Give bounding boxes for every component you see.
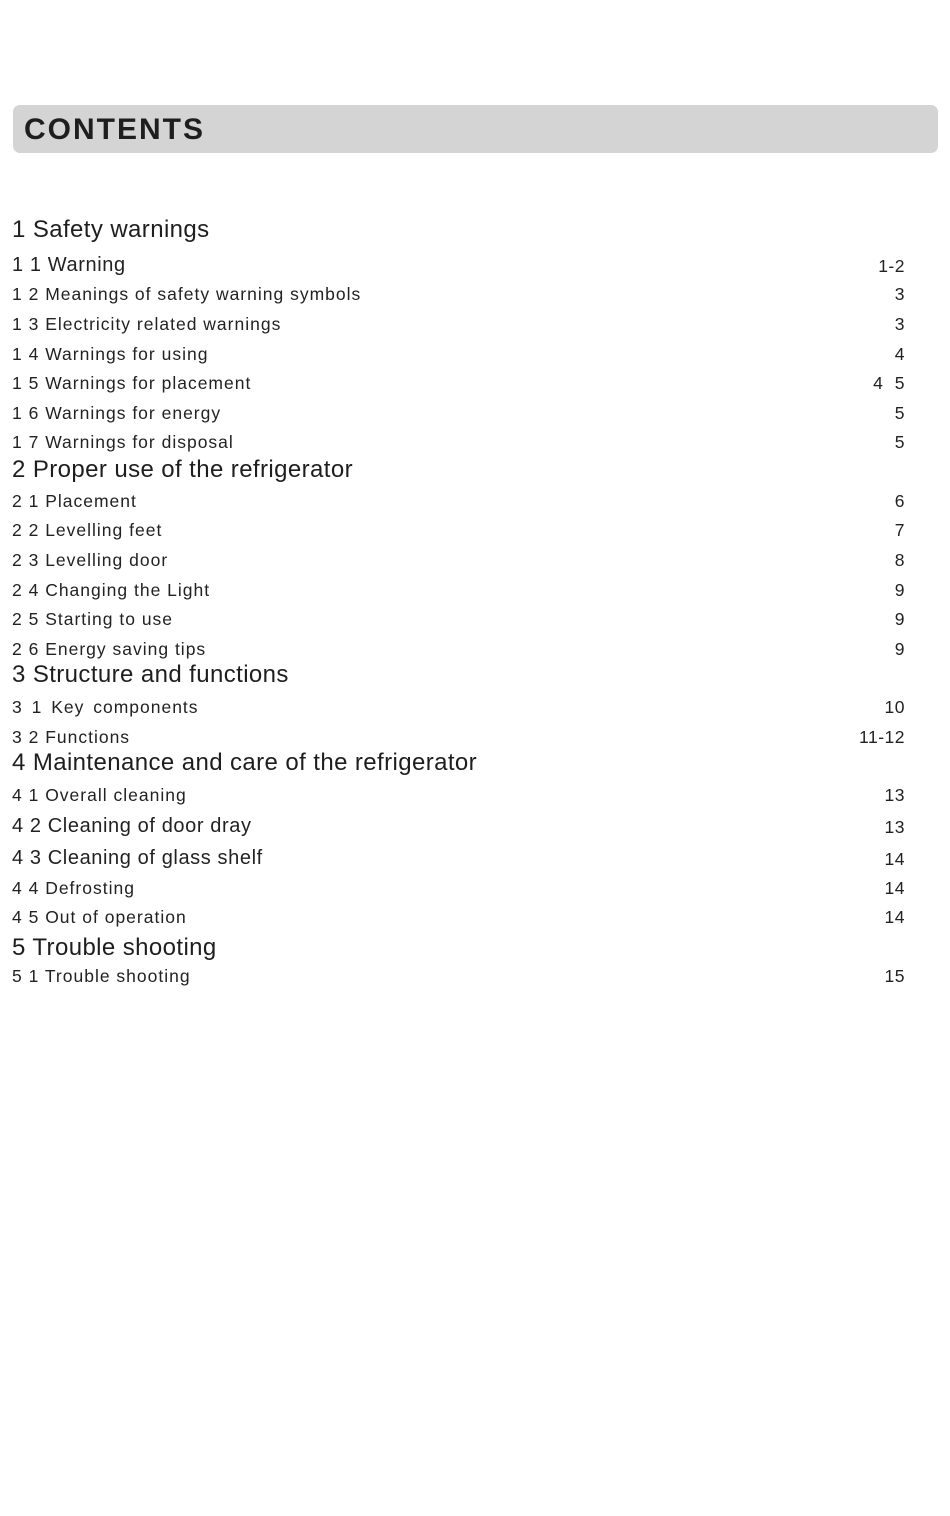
entry-page-number: 3 xyxy=(894,284,905,304)
toc-entry-2-5[interactable] xyxy=(12,608,905,638)
toc-entry-4-2[interactable] xyxy=(12,814,905,844)
section-title: 5 Trouble shooting xyxy=(12,934,217,961)
section-heading-1[interactable] xyxy=(12,216,905,246)
entry-page-number: 9 xyxy=(894,580,905,600)
toc-entry-1-1[interactable] xyxy=(12,253,905,283)
page-title: CONTENTS xyxy=(24,113,205,146)
toc-entry-2-1[interactable] xyxy=(12,490,905,520)
toc-entry-5-1[interactable] xyxy=(12,965,905,995)
section-title: 4 Maintenance and care of the refrigerator xyxy=(12,749,478,776)
entry-label: 2 1 Placement xyxy=(12,491,137,511)
entry-page-number: 3 xyxy=(894,314,905,334)
toc-entry-4-1[interactable] xyxy=(12,784,905,814)
entry-page-number: 13 xyxy=(884,817,905,837)
entry-label: 5 1 Trouble shooting xyxy=(12,966,191,986)
toc-entry-1-6[interactable] xyxy=(12,402,905,432)
toc-entry-1-3[interactable] xyxy=(12,313,905,343)
entry-page-number: 10 xyxy=(884,697,905,717)
toc-entry-1-4[interactable] xyxy=(12,343,905,373)
entry-page-number: 11-12 xyxy=(859,727,905,747)
entry-label: 3 1 Key components xyxy=(12,697,199,717)
entry-label: 2 2 Levelling feet xyxy=(12,520,163,540)
entry-page-number: 14 xyxy=(884,849,905,869)
entry-page-number: 13 xyxy=(884,785,905,805)
toc-entry-4-4[interactable] xyxy=(12,877,905,907)
section-heading-4[interactable] xyxy=(12,749,905,779)
section-heading-5[interactable] xyxy=(12,934,905,964)
section-title: 3 Structure and functions xyxy=(12,661,289,688)
entry-label: 2 5 Starting to use xyxy=(12,609,174,629)
toc-entry-4-5[interactable] xyxy=(12,906,905,936)
toc-entry-2-2[interactable] xyxy=(12,519,905,549)
entry-page-number: 6 xyxy=(894,491,905,511)
entry-page-number: 4 xyxy=(894,344,905,364)
entry-page-number: 1-2 xyxy=(878,256,905,276)
entry-label: 4 3 Cleaning of glass shelf xyxy=(12,847,263,869)
entry-label: 4 2 Cleaning of door dray xyxy=(12,815,252,837)
entry-label: 1 1 Warning xyxy=(12,254,126,276)
entry-page-number: 4 5 xyxy=(873,373,905,393)
entry-label: 4 5 Out of operation xyxy=(12,907,187,927)
toc-entry-1-2[interactable] xyxy=(12,283,905,313)
section-title: 2 Proper use of the refrigerator xyxy=(12,456,353,483)
entry-label: 2 4 Changing the Light xyxy=(12,580,211,600)
entry-page-number: 8 xyxy=(894,550,905,570)
entry-label: 2 6 Energy saving tips xyxy=(12,639,207,659)
toc-entry-2-4[interactable] xyxy=(12,579,905,609)
entry-page-number: 14 xyxy=(884,878,905,898)
section-title: 1 Safety warnings xyxy=(12,216,210,243)
entry-page-number: 9 xyxy=(894,639,905,659)
entry-label: 1 2 Meanings of safety warning symbols xyxy=(12,284,362,304)
entry-label: 1 3 Electricity related warnings xyxy=(12,314,282,334)
entry-label: 3 2 Functions xyxy=(12,727,131,747)
section-heading-3[interactable] xyxy=(12,661,905,691)
toc-entry-3-1[interactable] xyxy=(12,696,905,726)
entry-label: 4 1 Overall cleaning xyxy=(12,785,187,805)
section-heading-2[interactable] xyxy=(12,456,905,486)
entry-label: 4 4 Defrosting xyxy=(12,878,135,898)
entry-page-number: 5 xyxy=(894,403,905,423)
entry-page-number: 7 xyxy=(894,520,905,540)
entry-page-number: 9 xyxy=(894,609,905,629)
entry-label: 2 3 Levelling door xyxy=(12,550,169,570)
entry-label: 1 6 Warnings for energy xyxy=(12,403,222,423)
toc-entry-1-5[interactable] xyxy=(12,372,905,402)
entry-label: 1 4 Warnings for using xyxy=(12,344,209,364)
entry-label: 1 5 Warnings for placement xyxy=(12,373,252,393)
entry-page-number: 5 xyxy=(894,432,905,452)
toc-entry-2-3[interactable] xyxy=(12,549,905,579)
entry-page-number: 15 xyxy=(884,966,905,986)
toc-entry-4-3[interactable] xyxy=(12,846,905,876)
entry-label: 1 7 Warnings for disposal xyxy=(12,432,234,452)
contents-banner xyxy=(13,105,938,153)
entry-page-number: 14 xyxy=(884,907,905,927)
